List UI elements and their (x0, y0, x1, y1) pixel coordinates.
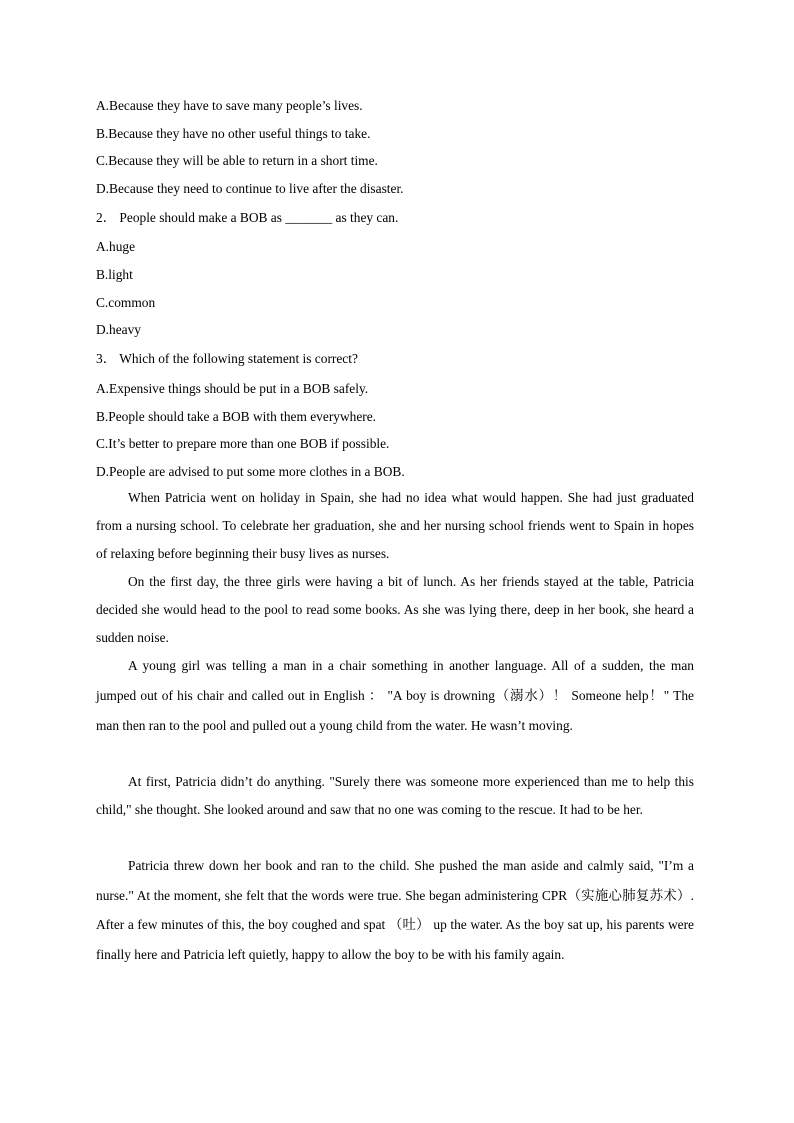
q3-stem: 3． Which of the following statement is correct? (96, 351, 358, 366)
passage-paragraph-2: On the first day, the three girls were having a bit of lunch. As her friends stayed at the table, Patricia decided she would head to the pool to read some books. As she was lying there, deep in her book, she heard a sudden noise. (96, 574, 694, 646)
passage-paragraph-1: When Patricia went on holiday in Spain, she had no idea what would happen. She had just graduated from a nursing school. To celebrate her graduation, she and her nursing school friends went to Spain in hopes of relaxing before beginning their busy lives as nurses. (96, 490, 694, 562)
q1-option-a: A.Because they have to save many people’s lives. (96, 98, 363, 113)
q1-option-c: C.Because they will be able to return in a short time. (96, 153, 378, 168)
q3-option-c: C.It’s better to prepare more than one BOB if possible. (96, 436, 390, 451)
passage-paragraph-5: Patricia threw down her book and ran to the child. She pushed the man aside and calmly said, "I’m a nurse." At the moment, she felt that the words were true. She began administering CPR（实施心肺复苏术）. After a few minutes of this, the boy coughed and spat （吐） up the water. As the boy sat up, his parents were finally here and Patricia left quietly, happy to allow the boy to be with his family again. (96, 858, 694, 962)
q1-option-b: B.Because they have no other useful things to take. (96, 126, 371, 141)
q2-stem: 2． People should make a BOB as _______ as they can. (96, 210, 399, 225)
q3-option-a: A.Expensive things should be put in a BOB safely. (96, 381, 369, 396)
q2-option-b: B.light (96, 267, 133, 282)
q1-option-d: D.Because they need to continue to live after the disaster. (96, 181, 404, 196)
q3-option-d: D.People are advised to put some more clothes in a BOB. (96, 464, 405, 479)
q2-option-c: C.common (96, 295, 156, 310)
passage-paragraph-4: At first, Patricia didn’t do anything. "Surely there was someone more experienced than me to help this child," she thought. She looked around and saw that no one was coming to the rescue. It had to be her. (96, 774, 694, 818)
q3-option-b: B.People should take a BOB with them everywhere. (96, 409, 377, 424)
passage-paragraph-3: A young girl was telling a man in a chair something in another language. All of a sudden, the man jumped out of his chair and called out in English ： "A boy is drowning（溺水）！ Someone help！" The man then ran to the pool and pulled out a young child from the water. He wasn’t moving. (96, 658, 694, 733)
q2-option-a: A.huge (96, 239, 136, 254)
q2-option-d: D.heavy (96, 322, 141, 337)
